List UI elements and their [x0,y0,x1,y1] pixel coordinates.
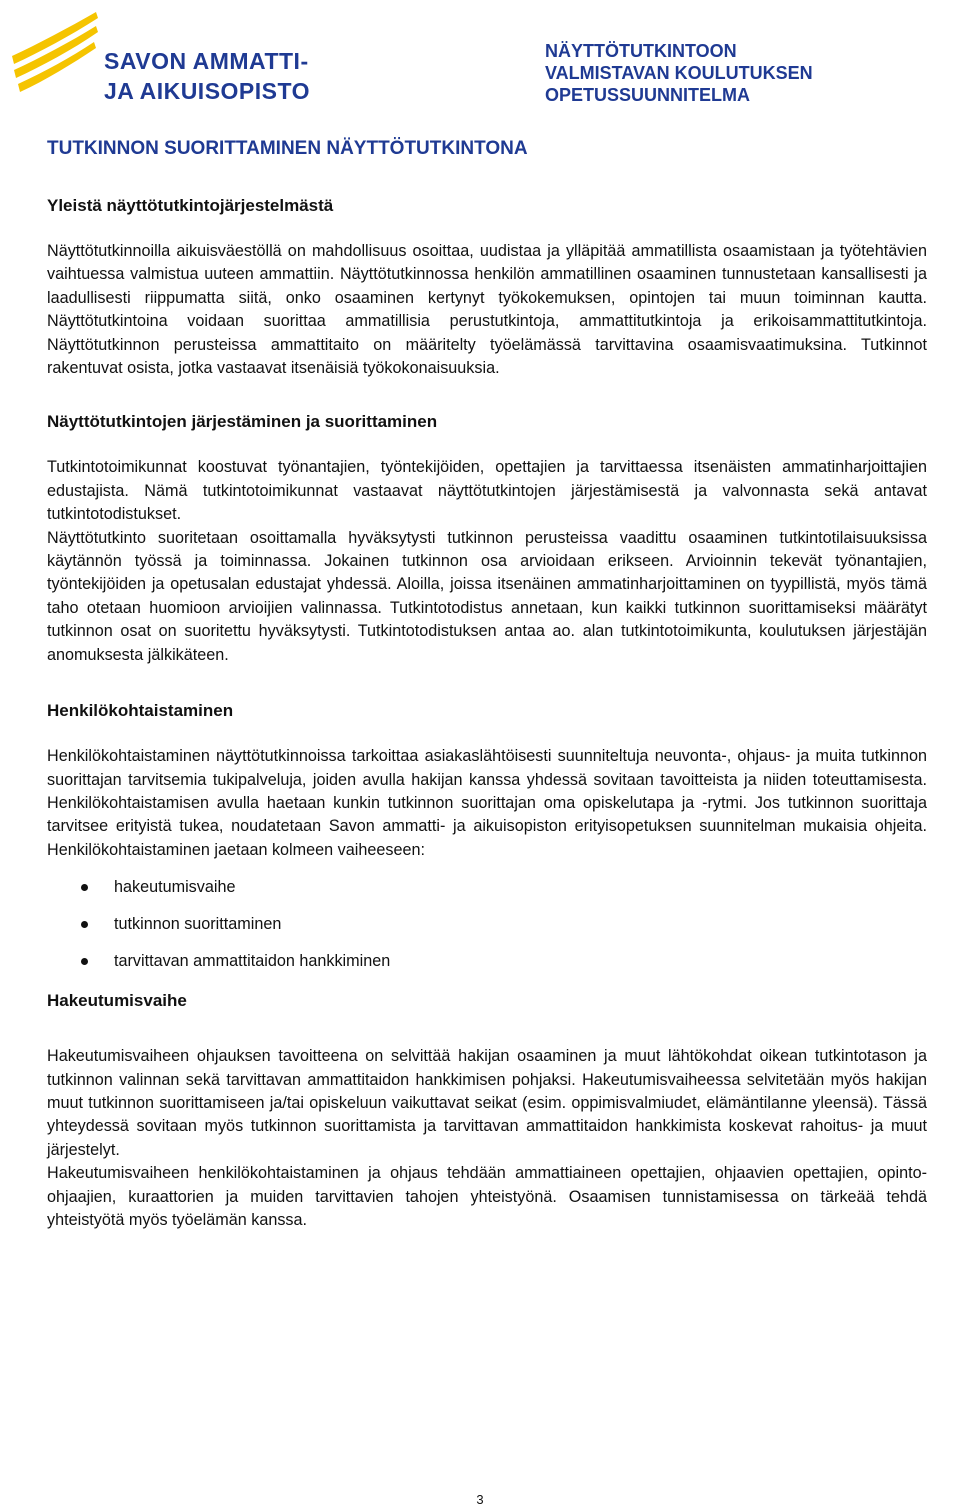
section-heading: Yleistä näyttötutkintojärjestelmästä [47,196,334,215]
page-title: TUTKINNON SUORITTAMINEN NÄYTTÖTUTKINTONA [47,138,528,159]
paragraph: Henkilökohtaistaminen näyttötutkinnoissa tarkoittaa asiakaslähtöisesti suunniteltuja neuvonta-, ohjaus- ja muita tutkinnon suorittajan tarvitsemia tukipalveluja, joiden avulla hakijan kanssa yhdessä sovitaan tavoitteista ja niiden toteuttamisesta. Henkilökohtaistamisen avulla haetaan kunkin tutkinnon suorittajan oma opiskelutapa ja -rytmi. Jos tutkinnon suorittaja tarvitsee erityistä tukea, noudatetaan Savon ammatti- ja aikuisopiston erityisopetuksen suunnitelman mukaisia ohjeita. Henkilökohtaistaminen jaetaan kolmeen vaiheeseen: [47,747,927,859]
list-item-text: hakeutumisvaihe [114,878,236,897]
bullet-icon [81,884,88,891]
bullet-icon [81,958,88,965]
list-item-text: tutkinnon suorittaminen [114,915,282,934]
page-content [47,138,927,1232]
document-title-line: OPETUSSUUNNITELMA [545,85,751,105]
logo-text-line1: SAVON AMMATTI- [104,48,309,74]
section-heading: Näyttötutkintojen järjestäminen ja suorittaminen [47,412,438,432]
list-item [47,913,927,950]
section-heading: Henkilökohtaistaminen [47,701,234,721]
paragraph: Näyttötutkinnoilla aikuisväestöllä on mahdollisuus osoittaa, uudistaa ja ylläpitää ammatillista osaamistaan ja työtehtävien vaihtuessa valmistua uuteen ammattiin. Näyttötutkinnossa henkilön ammatillinen osaaminen tunnustetaan kansallisesti ja laadullisesti riippumatta siitä, onko osaaminen kertynyt työkokemuksen, opintojen tai muun toiminnan kautta. Näyttötutkintoina voidaan suorittaa ammatillisia perustutkintoja, ammattitutkintoja ja erikoisammattitutkintoja. Näyttötutkinnon perusteissa ammattitaito on määritelty työelämässä tarvittavina osaamisvaatimuksina. Tutkinnot rakentuvat osista, jotka vastaavat itsenäisiä työkokonaisuuksia. [47,242,927,378]
section-heading: Hakeutumisvaihe [47,991,187,1011]
logo [8,8,338,108]
paragraph: Hakeutumisvaiheen henkilökohtaistaminen ja ohjaus tehdään ammattiaineen opettajien, ohjaavien opettajien, opinto-ohjaajien, kuraattorien ja muiden tarvittavien tahojen yhteistyönä. Osaamisen tunnistamisessa on tärkeää tehdä yhteistyötä myös työelämän kanssa. [47,1164,927,1229]
paragraph: Hakeutumisvaiheen ohjauksen tavoitteena on selvittää hakijan osaaminen ja muut lähtökohdat oikean tutkintotason ja tutkinnon valinnan sekä tarvittavan ammattitaidon hankkimisen pohjaksi. Hakeutumisvaiheessa selvitetään myös hakijan muut tutkinnon suorittamiseen ja/tai opiskeluun vaikuttavat seikat (esim. oppimisvalmiudet, elämäntilanne yleensä). Tässä yhteydessä sovitaan myös tutkinnon suorittamista ja tarvittavan ammattitaidon hankkimista koskevat rahoitus- ja muut järjestelyt. [47,1047,927,1159]
document-title-line: VALMISTAVAN KOULUTUKSEN [545,63,813,83]
document-title-line: NÄYTTÖTUTKINTOON [545,41,737,61]
logo-text-line2: JA AIKUISOPISTO [104,78,311,104]
page-number: 3 [476,1492,484,1507]
logo-swoosh-icon [8,8,104,104]
list-item [47,950,927,987]
list-item [47,876,927,913]
paragraph: Näyttötutkinto suoritetaan osoittamalla hyväksytysti tutkinnon perusteissa vaadittu osaaminen tutkintotilaisuuksissa käytännön työssä ja toiminnassa. Jokainen tutkinnon osa arvioidaan erikseen. Arvioinnin tekevät työnantajien, työntekijöiden ja opetusalan edustajat yhdessä. Aloilla, joissa itsenäinen ammatinharjoittaminen on tyypillistä, myös tämä taho otetaan huomioon arvioijien valinnassa. Tutkintotodistus annetaan, kun kaikki tutkinnon suorittamiseksi määrätyt tutkinnon osat on suoritettu hyväksytysti. Tutkintotodistuksen antaa ao. alan tutkintotoimikunta, koulutuksen järjestäjän anomuksesta jälkikäteen. [47,528,927,664]
paragraph: Tutkintotoimikunnat koostuvat työnantajien, työntekijöiden, opettajien ja tarvittaessa itsenäisten ammatinharjoittajien edustajista. Nämä tutkintotoimikunnat vastaavat näyttötutkintojen järjestämisestä ja valvonnasta sekä antavat tutkintotodistukset. [47,458,927,524]
phase-list [47,876,927,987]
bullet-icon [81,921,88,928]
list-item-text: tarvittavan ammattitaidon hankkiminen [114,952,391,971]
document-title [545,40,945,106]
